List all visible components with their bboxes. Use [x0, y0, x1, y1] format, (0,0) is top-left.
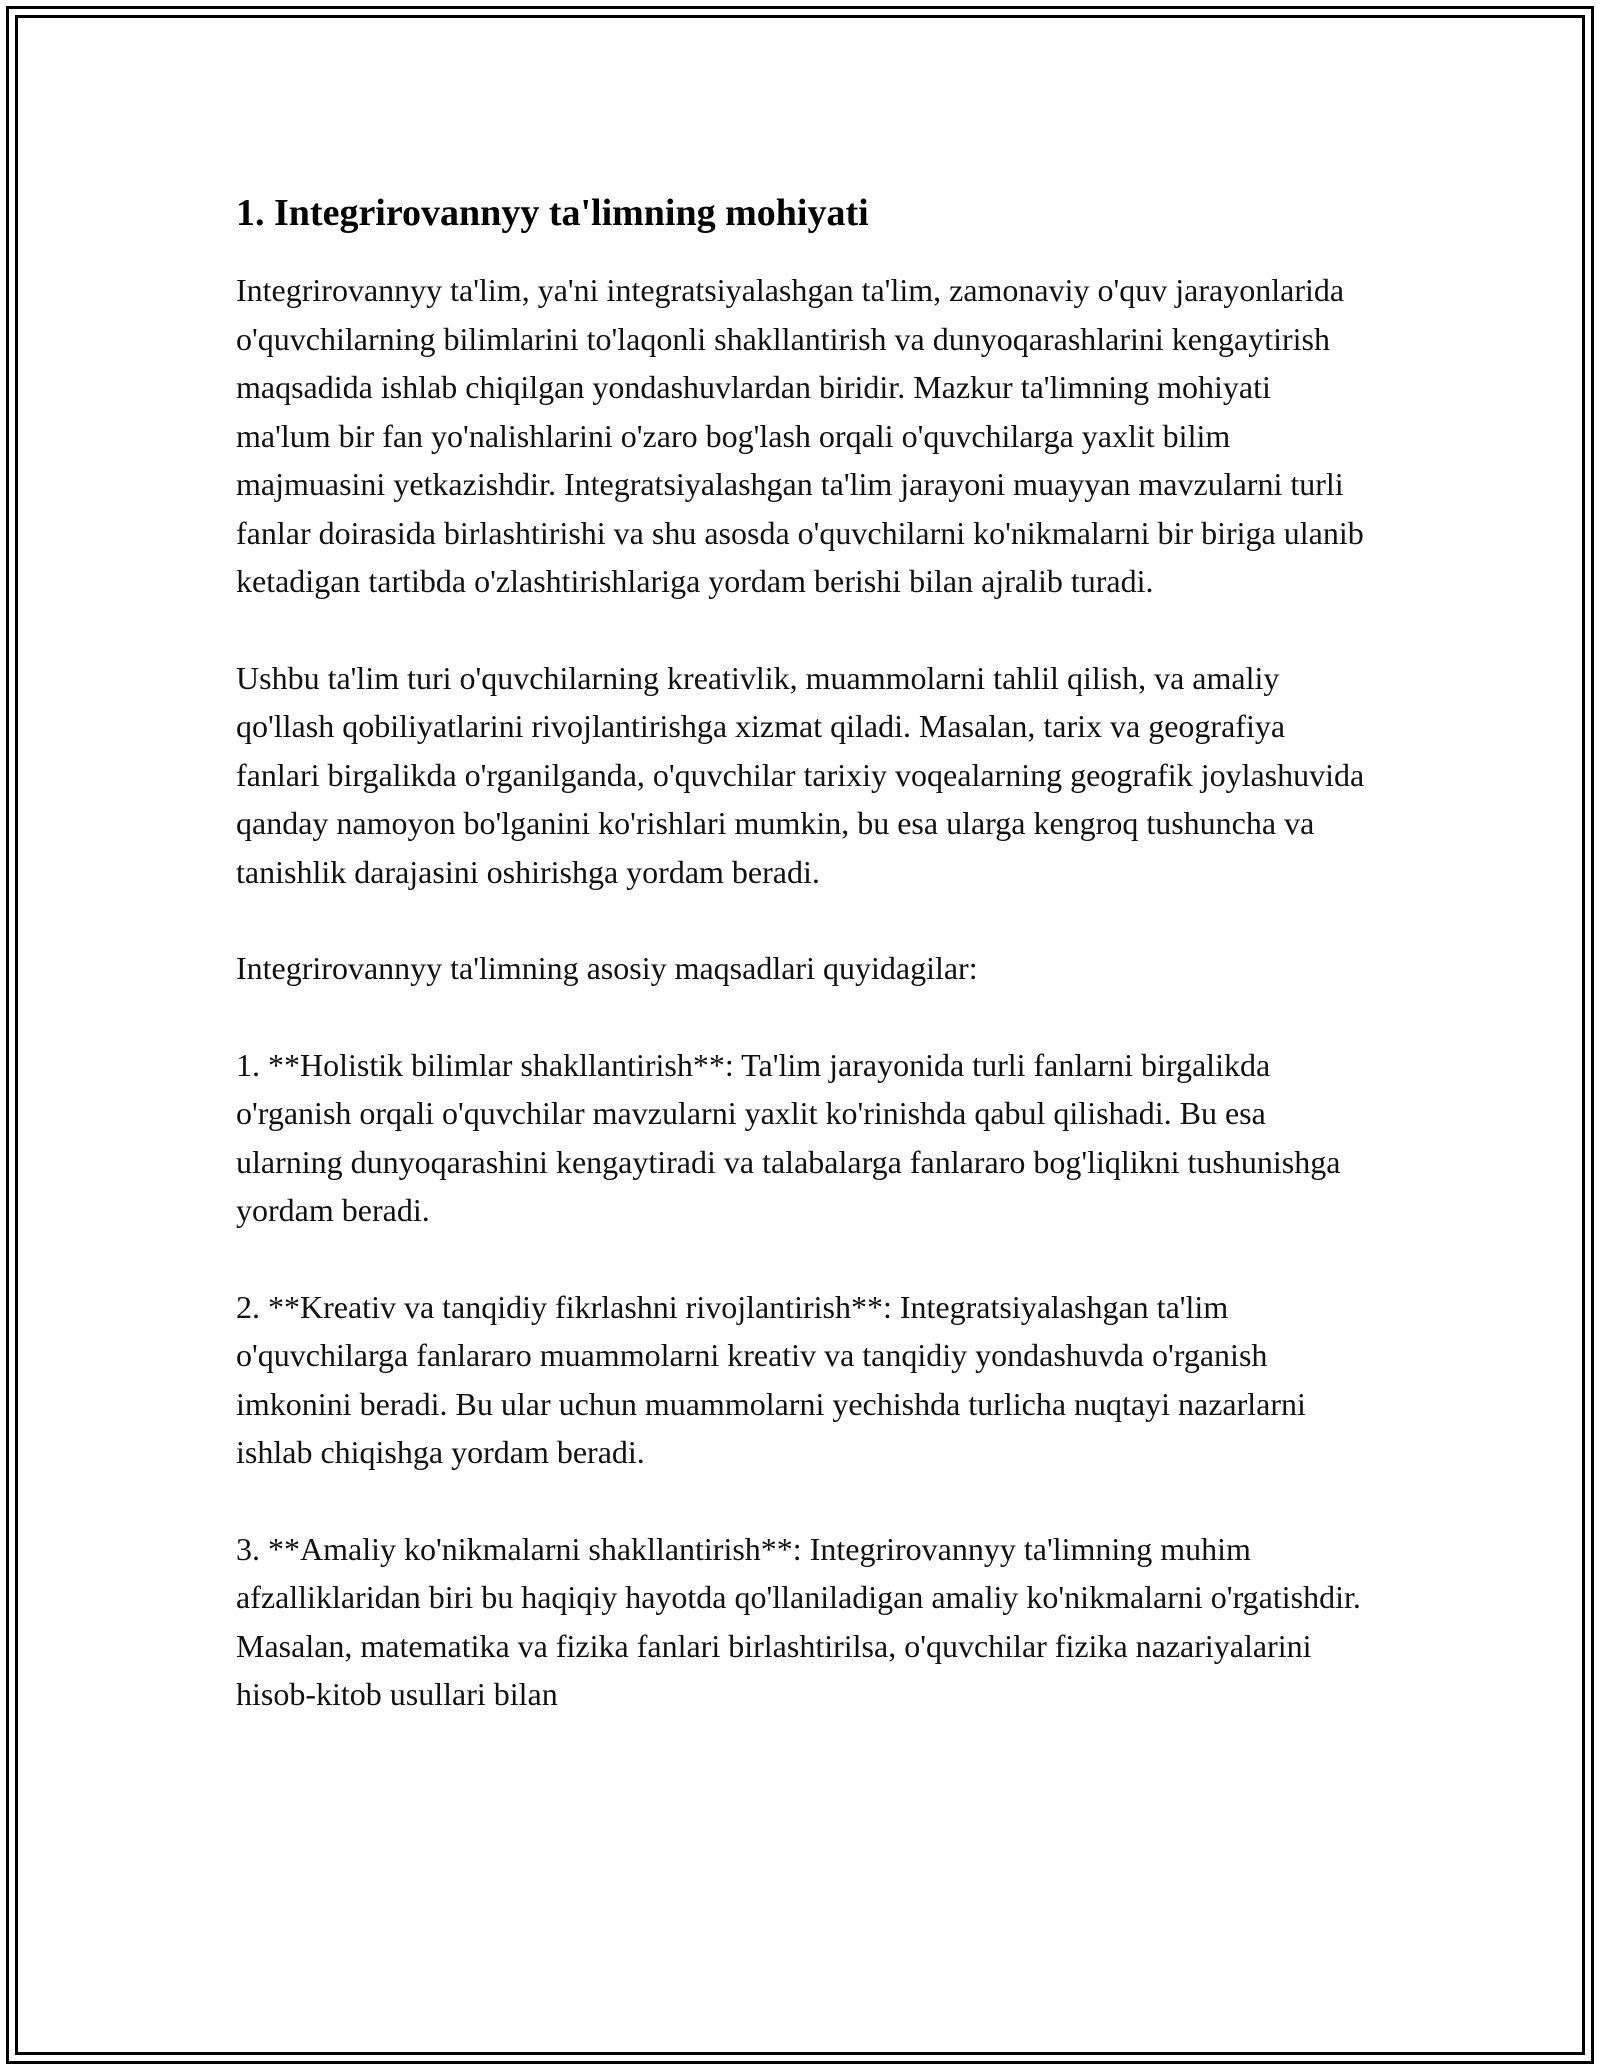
paragraph-goals-lead: Integrirovannyy ta'limning asosiy maqsadlari quyidagilar:	[236, 950, 978, 986]
document-body	[236, 186, 1366, 1719]
list-item-goal-1: 1. **Holistik bilimlar shakllantirish**: Ta'lim jarayonida turli fanlarni birgalikda o'rganish orqali o'quvchilar mavzularni yaxlit ko'rinishda qabul qilishadi. Bu esa ularning dunyoqarashini kengaytiradi va talabalarga fanlararo bog'liqlikni tushunishga yordam beradi.	[236, 1046, 1341, 1228]
list-item-goal-2: 2. **Kreativ va tanqidiy fikrlashni rivojlantirish**: Integratsiyalashgan ta'lim o'quvchilarga fanlararo muammolarni kreativ va tanqidiy yondashuvda o'rganish imkonini beradi. Bu ular uchun muammolarni yechishda turlicha nuqtayi nazarlarni ishlab chiqishga yordam beradi.	[236, 1288, 1306, 1470]
list-item-goal-3: 3. **Amaliy ko'nikmalarni shakllantirish**: Integrirovannyy ta'limning muhim afzalliklaridan biri bu haqiqiy hayotda qo'llaniladigan amaliy ko'nikmalarni o'rgatishdir. Masalan, matematika va fizika fanlari birlashtirilsa, o'quvchilar fizika nazariyalarini hisob-kitob usullari bilan	[236, 1530, 1361, 1712]
paragraph-intro: Integrirovannyy ta'lim, ya'ni integratsiyalashgan ta'lim, zamonaviy o'quv jarayonlarida o'quvchilarning bilimlarini to'laqonli shakllantirish va dunyoqarashlarini kengaytirish maqsadida ishlab chiqilgan yondashuvlardan biridir. Mazkur ta'limning mohiyati ma'lum bir fan yo'nalishlarini o'zaro bog'lash orqali o'quvchilarga yaxlit bilim majmuasini yetkazishdir. Integratsiyalashgan ta'lim jarayoni muayyan mavzularni turli fanlar doirasida birlashtirishi va shu asosda o'quvchilarni ko'nikmalarni bir biriga ulanib ketadigan tartibda o'zlashtirishlariga yordam berishi bilan ajralib turadi.	[236, 272, 1364, 599]
paragraph-benefits: Ushbu ta'lim turi o'quvchilarning kreativlik, muammolarni tahlil qilish, va amaliy qo'llash qobiliyatlarini rivojlantirishga xizmat qiladi. Masalan, tarix va geografiya fanlari birgalikda o'rganilganda, o'quvchilar tarixiy voqealarning geografik joylashuvida qanday namoyon bo'lganini ko'rishlari mumkin, bu esa ularga kengroq tushuncha va tanishlik darajasini oshirishga yordam beradi.	[236, 659, 1365, 890]
section-heading: 1. Integrirovannyy ta'limning mohiyati	[236, 192, 869, 234]
